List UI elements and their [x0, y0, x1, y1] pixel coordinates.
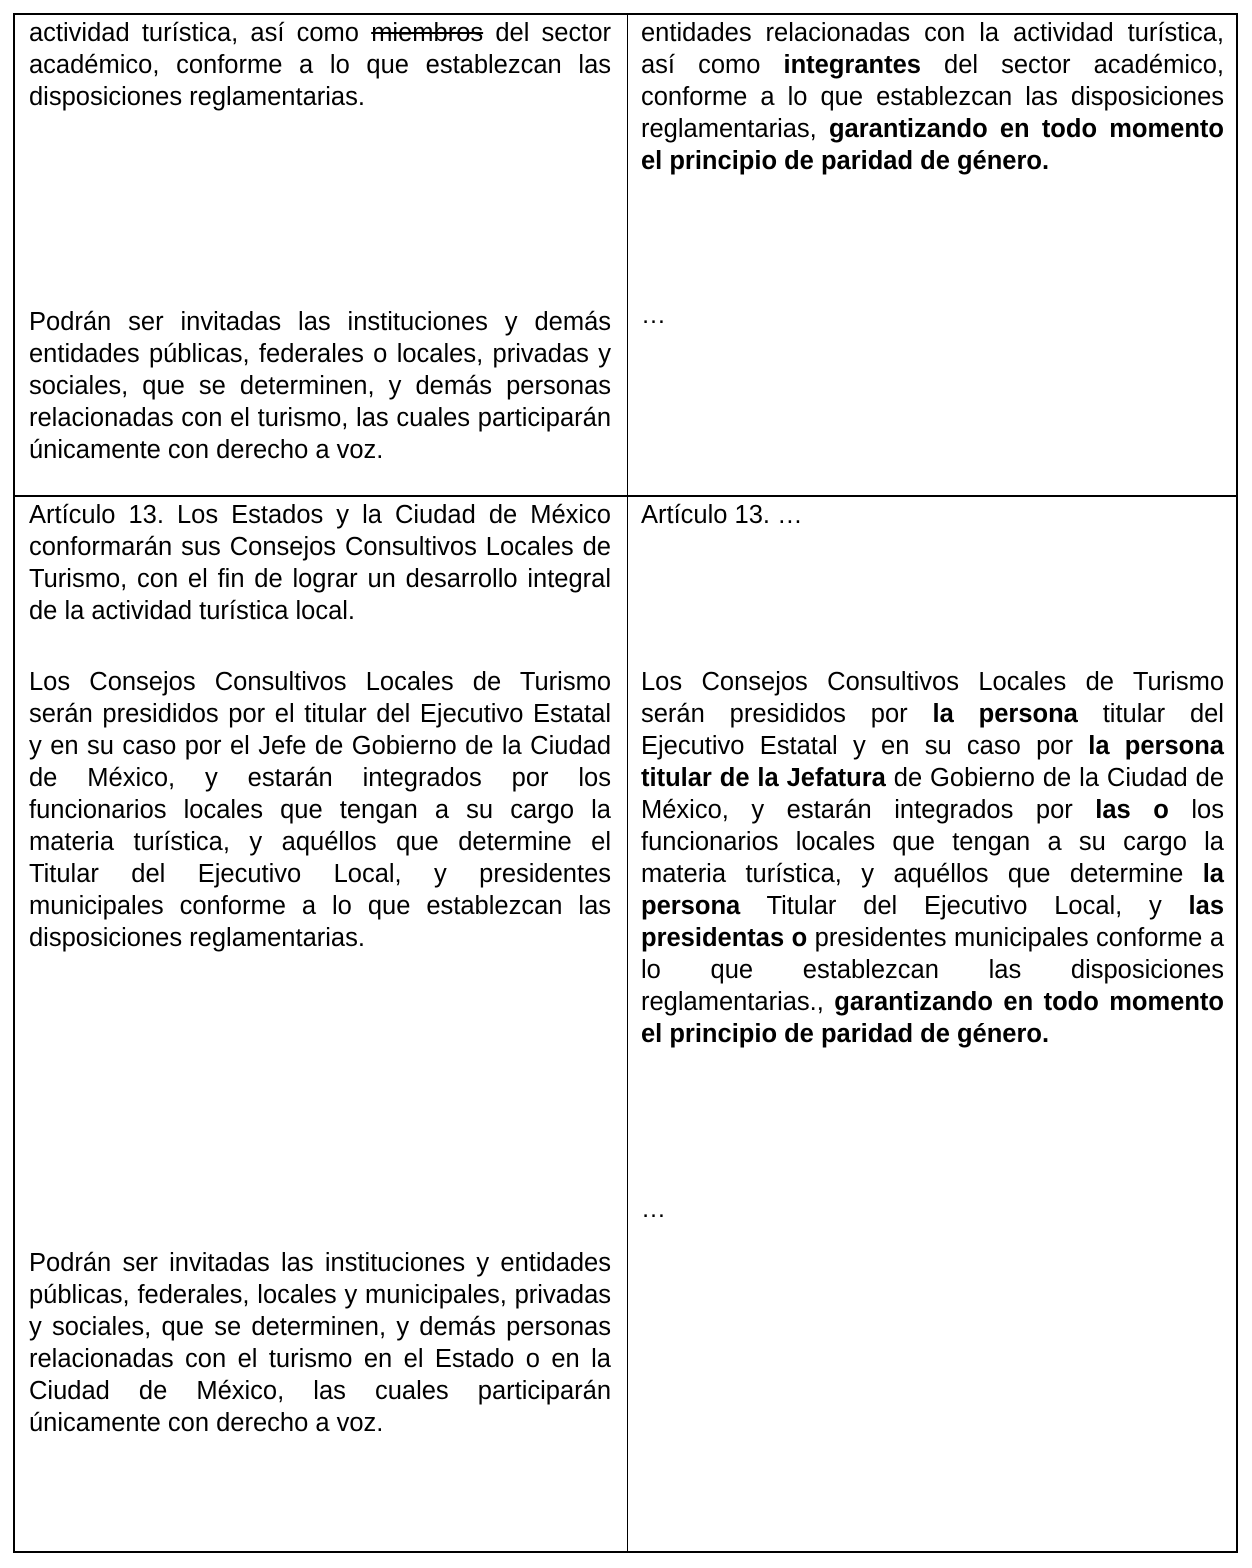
added-text: las presidentas o: [641, 892, 1224, 952]
added-text: integrantes: [783, 51, 921, 79]
row-divider: [15, 495, 1236, 497]
added-text: las o: [1095, 796, 1169, 824]
row2-left-paragraph-2: Los Consejos Consultivos Locales de Turismo serán presididos por el titular del Ejecutivo Estatal y en su caso por el Jefe de Gobierno de la Ciudad de México, y estarán integrados por los funcionarios locales que tengan a su cargo la materia turística, y aquéllos que determine el Titular del Ejecutivo Local, y presidentes municipales conforme a lo que establezcan las disposiciones reglamentarias.: [29, 668, 611, 952]
added-text: garantizando en todo momento el principio de paridad de género.: [641, 115, 1224, 175]
added-text: la persona: [641, 860, 1224, 920]
added-text: garantizando en todo momento el principio de paridad de género.: [641, 988, 1224, 1048]
row1-left-paragraph-2: Podrán ser invitadas las instituciones y demás entidades públicas, federales o locales, privadas y sociales, que se determinen, y demás personas relacionadas con el turismo, las cuales participarán únicamente con derecho a voz.: [29, 308, 611, 464]
column-divider: [627, 15, 628, 1551]
struck-text: miembros: [371, 19, 484, 47]
added-text: la persona titular de la Jefatura: [641, 732, 1224, 792]
row2-left-paragraph-1: Artículo 13. Los Estados y la Ciudad de México conformarán sus Consejos Consultivos Locales de Turismo, con el fin de lograr un desarrollo integral de la actividad turística local.: [29, 501, 611, 625]
comparison-table: [13, 13, 1238, 1553]
row1-left-paragraph-1: actividad turística, así como miembros del sector académico, conforme a lo que establezcan las disposiciones reglamentarias.: [29, 19, 611, 111]
row2-left-paragraph-3: Podrán ser invitadas las instituciones y entidades públicas, federales, locales y municipales, privadas y sociales, que se determinen, y demás personas relacionadas con el turismo en el Estado o en la Ciudad de México, las cuales participarán únicamente con derecho a voz.: [29, 1249, 611, 1437]
row2-right-ellipsis: …: [641, 1195, 666, 1223]
row1-right-paragraph-1: entidades relacionadas con la actividad turística, así como integrantes del sector académico, conforme a lo que establezcan las disposiciones reglamentarias, garantizando en todo momento el principio de paridad de género.: [641, 19, 1225, 175]
row2-right-paragraph-2: Los Consejos Consultivos Locales de Turismo serán presididos por la persona titular del Ejecutivo Estatal y en su caso por la persona titular de la Jefatura de Gobierno de la Ciudad de México, y estarán integrados por las o los funcionarios locales que tengan a su cargo la materia turística, y aquéllos que determine la persona Titular del Ejecutivo Local, y las presidentas o presidentes municipales conforme a lo que establezcan las disposiciones reglamentarias., garantizando en todo momento el principio de paridad de género.: [641, 668, 1225, 1048]
added-text: la persona: [932, 700, 1078, 728]
row2-right-paragraph-1: Artículo 13. …: [641, 501, 803, 529]
row1-right-ellipsis: …: [641, 301, 666, 329]
